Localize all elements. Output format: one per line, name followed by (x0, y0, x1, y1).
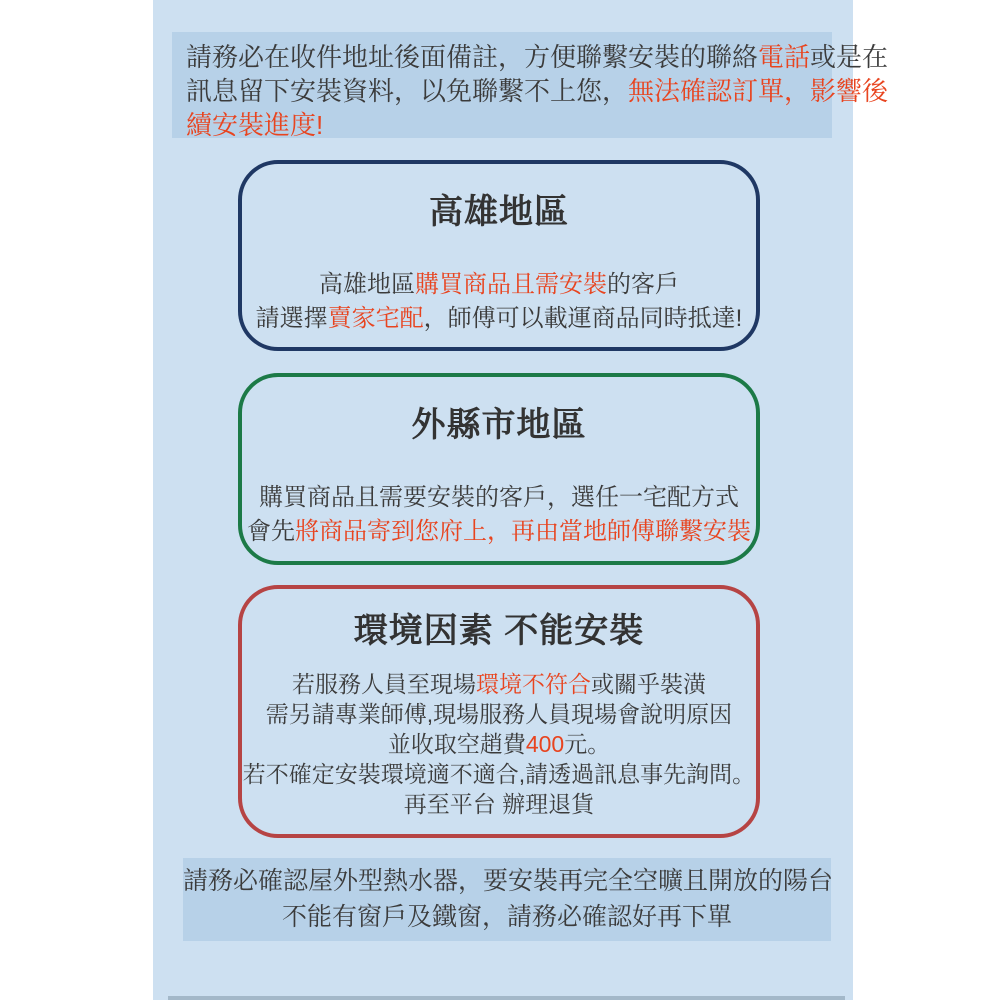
bottom-notice-panel (183, 858, 834, 941)
text-segment: 請選擇 (255, 304, 328, 332)
bottom-notice-line-2: 不能有窗戶及鐵窗，請務必確認好再下單 (281, 903, 732, 931)
red-text-segment: 賣家宅配 (327, 304, 424, 332)
text-segment: 或是在 (810, 42, 889, 72)
red-text-segment: 購買商品且需安裝 (415, 270, 607, 298)
box-body-line (242, 789, 756, 819)
box-body-kaohsiung (242, 268, 756, 336)
red-text-segment: 將商品寄到您府上，再由當地師傅聯繫安裝 (295, 517, 751, 545)
box-body-environment (242, 669, 756, 819)
text-segment: 需另請專業師傅,現場服務人員現場會說明原因 (265, 700, 733, 727)
box-body-line (242, 515, 756, 549)
text-segment: 元。 (564, 730, 611, 757)
box-body-other-counties (242, 481, 756, 549)
box-body-line (242, 759, 756, 789)
bottom-notice-line-1: 請務必確認屋外型熱水器，要安裝再完全空曠且開放的陽台 (183, 867, 834, 895)
text-segment: 購買商品且需要安裝的客戶，選任一宅配方式 (259, 483, 739, 511)
box-title-kaohsiung: 高雄地區 (429, 193, 569, 231)
box-body-line (242, 669, 756, 699)
text-segment: 再至平台 辦理退貨 (403, 790, 595, 817)
next-image-edge-strip (168, 996, 845, 1000)
top-notice-line-3 (186, 108, 818, 142)
box-body-line (242, 481, 756, 515)
top-notice-line-1 (186, 40, 889, 74)
box-body-line (242, 302, 756, 336)
region-box-environment (238, 585, 760, 838)
text-segment: 或關乎裝潢 (591, 670, 706, 697)
red-text-segment: 400 (525, 730, 565, 757)
text-segment: 若不確定安裝環境適不適合,請透過訊息事先詢問。 (242, 760, 756, 787)
red-text-segment: 電話 (758, 42, 811, 72)
region-box-other-counties (238, 373, 760, 565)
box-body-line (242, 268, 756, 302)
box-body-line (242, 729, 756, 759)
text-segment: 的客戶 (607, 270, 679, 298)
text-segment: 會先 (247, 517, 295, 545)
red-text-segment: 續安裝進度! (186, 110, 324, 140)
top-notice-line-2 (186, 74, 889, 108)
text-segment: 並收取空趙費 (387, 730, 526, 757)
text-segment: 高雄地區 (319, 270, 415, 298)
text-segment: 訊息留下安裝資料，以免聯繫不上您， (186, 76, 629, 106)
box-title-other-counties: 外縣市地區 (411, 406, 587, 444)
red-text-segment: 環境不符合 (476, 670, 591, 697)
red-text-segment: 無法確認訂單，影響後 (628, 76, 889, 106)
text-segment: ，師傅可以載運商品同時抵達! (423, 304, 743, 332)
text-segment: 若服務人員至現場 (292, 670, 476, 697)
notice-image-column (153, 0, 889, 1000)
box-title-environment: 環境因素 不能安裝 (353, 612, 645, 650)
text-segment: 請務必在收件地址後面備註，方便聯繫安裝的聯絡 (186, 42, 759, 72)
box-body-line (242, 699, 756, 729)
top-notice-panel (172, 32, 889, 140)
region-box-kaohsiung (238, 160, 760, 351)
